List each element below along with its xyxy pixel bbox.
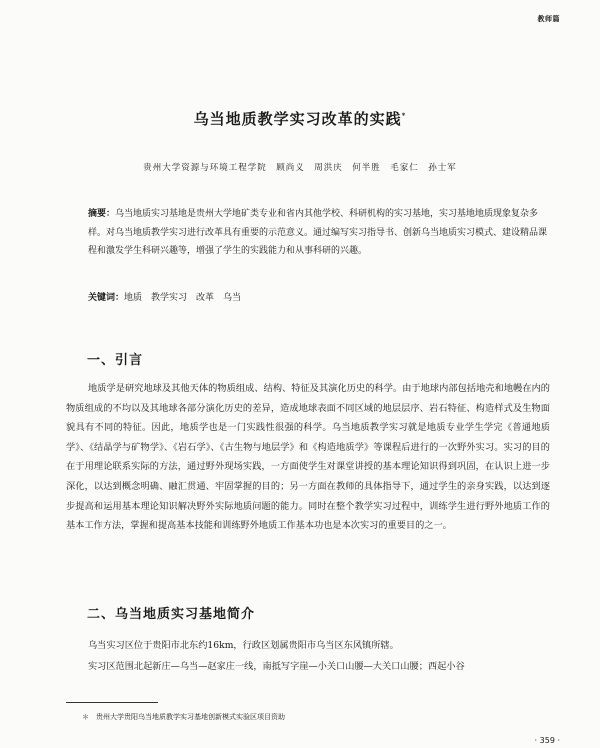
title-text: 乌当地质教学实习改革的实践 <box>193 110 402 128</box>
running-header: 教师篇 <box>537 14 560 23</box>
section-heading-base-overview: 二、乌当地质实习基地简介 <box>87 607 256 622</box>
keywords-text: 地质 教学实习 改革 乌当 <box>124 293 242 303</box>
title-footnote-mark: * <box>401 111 407 120</box>
abstract-text: 乌当地质实习基地是贵州大学地矿类专业和省内其他学校、科研机构的实习基地，实习基地地质现象复杂多样。对乌当地质教学实习进行改革具有重要的示范意义。通过编写实习指导书、创新乌当地质实习模式、建设精品课程和激发学生科研兴趣等，增强了学生的实践能力和从事科研的兴趣。 <box>88 209 548 256</box>
abstract <box>88 205 548 261</box>
section-heading-introduction: 一、引言 <box>87 353 144 368</box>
keywords <box>88 290 548 303</box>
footnote-divider <box>66 702 158 703</box>
paragraph-introduction: 地质学是研究地球及其他天体的物质组成、结构、特征及其演化历史的科学。由于地球内部包括地壳和地幔在内的物质组成的不均以及其地球各部分演化历史的差异，造成地球表面不同区域的地层层序、岩石特征、构造样式及生物面貌具有不同的特征。因此，地质学也是一门实践性很强的科学。乌当地质教学实习就是地质专业学生学完《普通地质学》、《结晶学与矿物学》、《岩石学》、《古生物与地层学》和《构造地质学》等课程后进行的一次野外实习。实习的目的在于用理论联系实际的方法，通过野外现场实践，一方面使学生对课堂讲授的基本理论知识得到巩固，在认识上进一步深化，以达到概念明确、融汇贯通、牢固掌握的目的；另一方面在教师的具体指导下，通过学生的亲身实践，以达到逐步提高和运用基本理论知识解决野外实际地质问题的能力。同时在整个教学实习过程中，训练学生进行野外地质工作的基本工作方法，掌握和提高基本技能和训练野外地质工作基本功也是本次实习的重要目的之一。 <box>66 383 550 532</box>
author-line: 贵州大学资源与环境工程学院 顾尚义 周洪庆 何半胜 毛家仁 孙士军 <box>143 163 457 173</box>
paragraph-extent: 实习区范围北起新庄—乌当—赵家庄一线，南抵写字崖—小关口山腰—大关口山腰；西起小谷 <box>88 661 465 672</box>
keywords-label: 关键词： <box>88 293 125 303</box>
footnote: ＊ 贵州大学贵阳乌当地质教学实习基地创新模式实验区项目资助 <box>82 713 285 721</box>
paper-title <box>0 108 600 129</box>
page-number: · 359 · <box>534 736 560 745</box>
abstract-label: 摘要： <box>88 209 116 219</box>
paragraph-location: 乌当实习区位于贵阳市北东约16km，行政区划属贵阳市乌当区东风镇所辖。 <box>88 640 399 651</box>
